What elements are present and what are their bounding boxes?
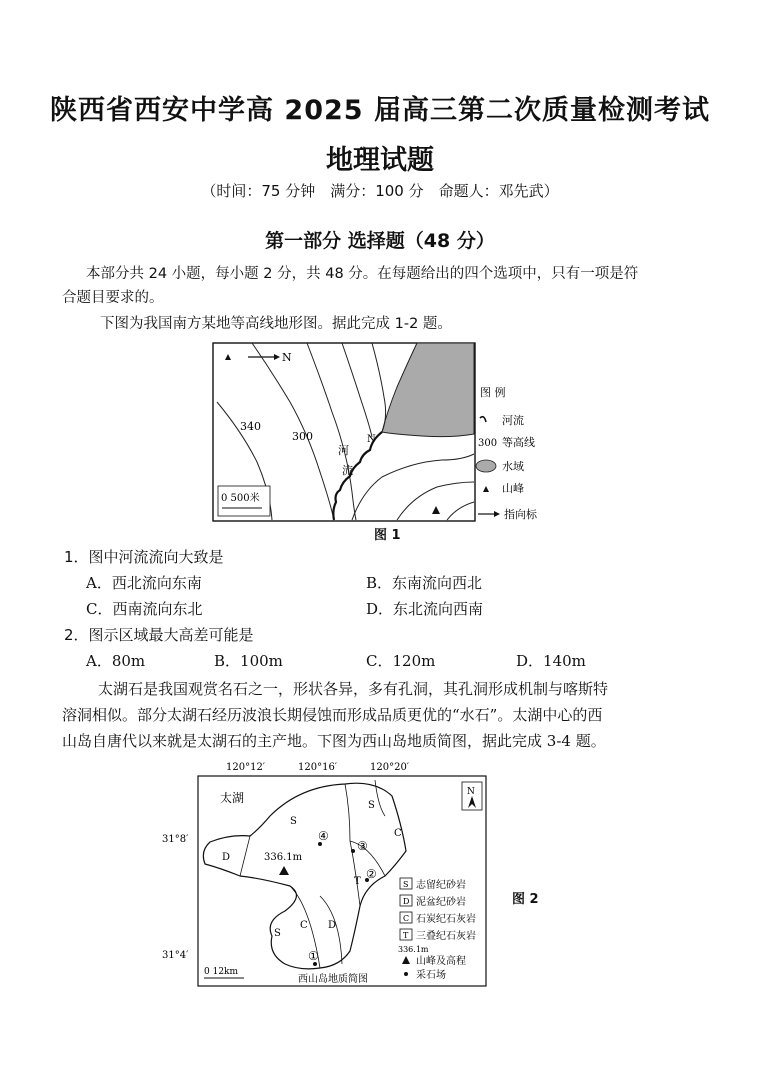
legend-quarry: 采石场 — [416, 970, 446, 981]
legend-peak-icon — [483, 486, 489, 492]
site-label-2: ② — [366, 867, 377, 881]
section-title: 第一部分 选择题（48 分） — [265, 230, 495, 252]
map-title: 西山岛地质简图 — [298, 974, 368, 985]
zone-label: C — [300, 920, 308, 931]
lon-label-1: 120°12′ — [226, 762, 266, 773]
contour-label-300: 300 — [292, 430, 313, 443]
legend-contour: 等高线 — [502, 436, 535, 449]
section-intro-line2: 合题目要求的。 — [62, 290, 164, 306]
legend-contour-num: 300 — [478, 438, 498, 449]
svg-text:D: D — [403, 897, 410, 906]
peak-elevation: 336.1m — [264, 852, 303, 863]
zone-label: C — [394, 828, 402, 839]
legend-d: 泥盆纪砂岩 — [416, 897, 466, 908]
zone-label: D — [328, 920, 337, 931]
lon-label-2: 120°16′ — [298, 762, 338, 773]
river-label-2: 流 — [342, 464, 353, 477]
question-2-option-a[interactable]: A．80m — [86, 652, 146, 670]
legend-arrow: 指向标 — [504, 508, 537, 521]
question-1-option-a[interactable]: A．西北流向东南 — [86, 574, 202, 592]
svg-text:T: T — [403, 931, 409, 940]
quarry-dot — [351, 849, 355, 853]
legend-c: 石炭纪石灰岩 — [416, 914, 476, 925]
section-intro-line1: 本部分共 24 小题，每小题 2 分，共 48 分。在每题给出的四个选项中，只有一项是符 — [86, 266, 639, 282]
question-1-option-b[interactable]: B．东南流向西北 — [366, 574, 483, 592]
legend-peak-elev: 336.1m — [398, 945, 429, 954]
zone-label: T — [354, 876, 361, 887]
exam-title: 陕西省西安中学高 2025 届高三第二次质量检测考试 — [50, 95, 710, 126]
zone-label: S — [368, 800, 375, 811]
lat-label-2: 31°4′ — [162, 950, 189, 961]
question-1-stem: 1．图中河流流向大致是 — [64, 548, 224, 566]
exam-meta: （时间：75 分钟 满分：100 分 命题人：邓先武） — [201, 182, 559, 200]
question-1-option-d[interactable]: D．东北流向西南 — [366, 600, 484, 618]
question-lead-1: 下图为我国南方某地等高线地形图。据此完成 1-2 题。 — [100, 316, 452, 332]
scale-label: 0 500米 — [221, 493, 260, 504]
north-label: N — [467, 787, 475, 797]
passage-line3: 山岛自唐代以来就是太湖石的主产地。下图为西山岛地质简图，据此完成 3-4 题。 — [62, 732, 606, 750]
question-2-stem: 2．图示区域最大高差可能是 — [64, 626, 254, 644]
svg-text:S: S — [403, 880, 409, 889]
legend-peak: 山峰 — [502, 482, 524, 495]
contour-label-340: 340 — [240, 420, 261, 433]
figure1-caption: 图 1 — [374, 528, 401, 543]
passage-line2: 溶洞相似。部分太湖石经历波浪长期侵蚀而形成品质更优的“水石”。太湖中心的西 — [62, 706, 603, 724]
site-label-3: ③ — [357, 839, 368, 853]
legend-quarry-icon — [404, 972, 408, 976]
zone-label: S — [290, 816, 297, 827]
question-2-option-d[interactable]: D．140m — [516, 652, 586, 670]
river-point-n: N — [367, 434, 376, 445]
site-label-4: ④ — [318, 829, 329, 843]
north-label: N — [282, 351, 292, 364]
zone-label: D — [222, 852, 231, 863]
legend-water: 水域 — [502, 460, 524, 473]
subject-title: 地理试题 — [326, 145, 434, 176]
legend-river: 河流 — [502, 414, 524, 427]
lon-label-3: 120°20′ — [370, 762, 410, 773]
lat-label-1: 31°8′ — [162, 834, 189, 845]
question-1-option-c[interactable]: C．西南流向东北 — [86, 600, 203, 618]
legend-t: 三叠纪石灰岩 — [416, 931, 476, 942]
svg-text:C: C — [403, 914, 410, 923]
figure1-contour-map — [212, 342, 548, 524]
river-label-1: 河 — [338, 444, 349, 457]
site-label-1: ① — [308, 949, 319, 963]
figure2-caption: 图 2 — [512, 892, 539, 907]
lake-label: 太湖 — [220, 791, 245, 805]
figure2-geology-map — [160, 756, 500, 992]
legend-water-icon — [476, 460, 496, 472]
passage-line1: 太湖石是我国观赏名石之一，形状各异，多有孔洞，其孔洞形成机制与喀斯特 — [98, 680, 609, 698]
question-2-option-c[interactable]: C．120m — [366, 652, 436, 670]
zone-label: S — [274, 928, 281, 939]
legend-river-icon — [480, 417, 486, 422]
question-2-option-b[interactable]: B．100m — [214, 652, 283, 670]
legend-title: 图 例 — [480, 386, 506, 399]
legend-s: 志留纪砂岩 — [416, 880, 466, 891]
legend-peak: 山峰及高程 — [416, 956, 466, 967]
scale-label: 0 12km — [204, 967, 239, 977]
